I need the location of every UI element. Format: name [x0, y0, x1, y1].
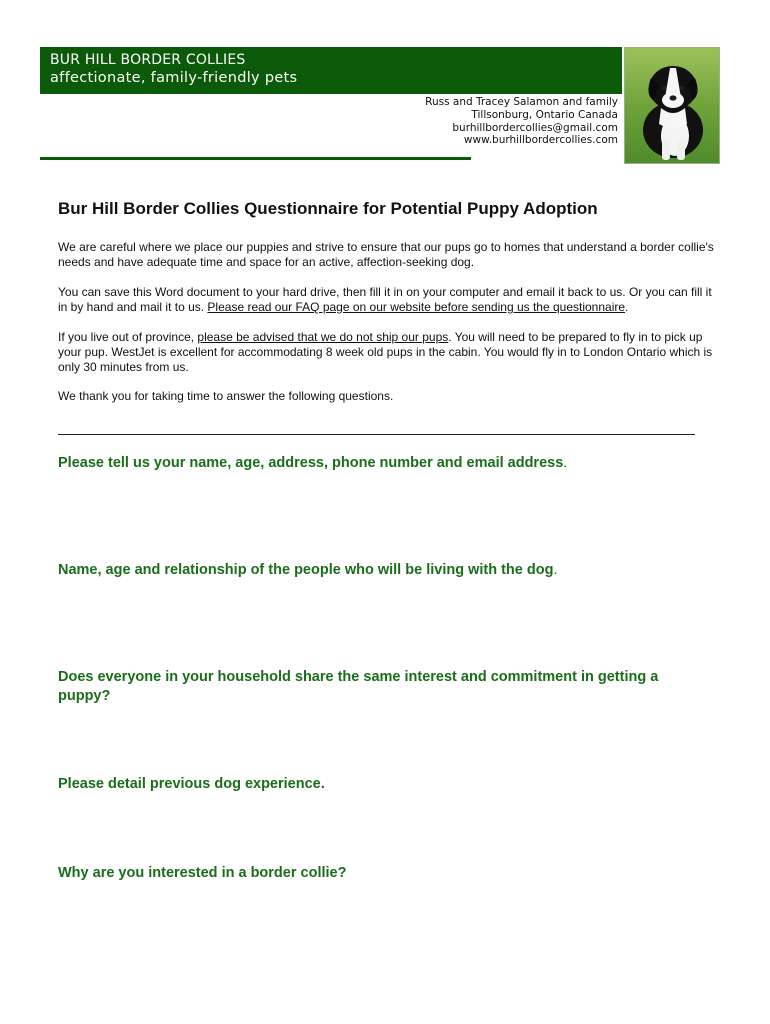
- question-household-commitment: Does everyone in your household share the same interest and commitment in getting a puppy?: [58, 669, 659, 704]
- question-contact-info-period: .: [563, 455, 568, 471]
- contact-email: burhillbordercollies@gmail.com: [452, 121, 618, 134]
- contact-owners: Russ and Tracey Salamon and family: [425, 96, 618, 108]
- contact-location: Tillsonburg, Ontario Canada: [471, 108, 618, 121]
- question-dog-experience: Please detail previous dog experience.: [58, 776, 325, 792]
- puppy-icon: [625, 48, 720, 164]
- instructions-text: You can save this Word document to your hard drive, then fill it in on your computer and email it back to us. Or you can fill it in by hand and mail it to us.: [58, 285, 712, 314]
- header-divider: [40, 157, 471, 160]
- shipping-paragraph: [58, 330, 718, 375]
- contact-block: [425, 96, 618, 147]
- intro-paragraph: We are careful where we place our puppies and strive to ensure that our pups go to homes that understand a border collie's needs and have adequate time and space for an active, affection-seeking dog.: [58, 240, 714, 269]
- contact-website: www.burhillbordercollies.com: [463, 134, 618, 147]
- question-household-members-period: .: [553, 562, 558, 578]
- no-ship-note: please be advised that we do not ship our pups: [197, 330, 449, 344]
- question-contact-info-text: Please tell us your name, age, address, phone number and email address: [58, 455, 564, 471]
- question-household-members: [58, 561, 708, 580]
- document-title: Bur Hill Border Collies Questionnaire for Potential Puppy Adoption: [58, 199, 598, 218]
- tagline: affectionate, family-friendly pets: [50, 70, 298, 86]
- shipping-text-start: If you live out of province,: [58, 330, 198, 344]
- thanks-paragraph: We thank you for taking time to answer the following questions.: [58, 389, 394, 403]
- faq-note: Please read our FAQ page on our website before sending us the questionnaire: [207, 300, 626, 314]
- header-banner: [40, 47, 622, 94]
- question-why-border-collie: Why are you interested in a border collie?: [58, 865, 347, 881]
- business-name: BUR HILL BORDER COLLIES: [50, 52, 246, 68]
- puppy-photo: [624, 47, 720, 164]
- instructions-paragraph: [58, 285, 718, 315]
- instructions-end: .: [625, 300, 629, 314]
- shipping-text-end: . You will need to be prepared to fly in to pick up your pup. WestJet is excellent for accommodating 8 week old pups in the cabin. You would fly in to London Ontario which is only 30 minutes from us.: [58, 330, 713, 374]
- question-contact-info: [58, 454, 708, 473]
- section-divider: [58, 434, 695, 435]
- question-household-members-text: Name, age and relationship of the people who will be living with the dog: [58, 562, 554, 578]
